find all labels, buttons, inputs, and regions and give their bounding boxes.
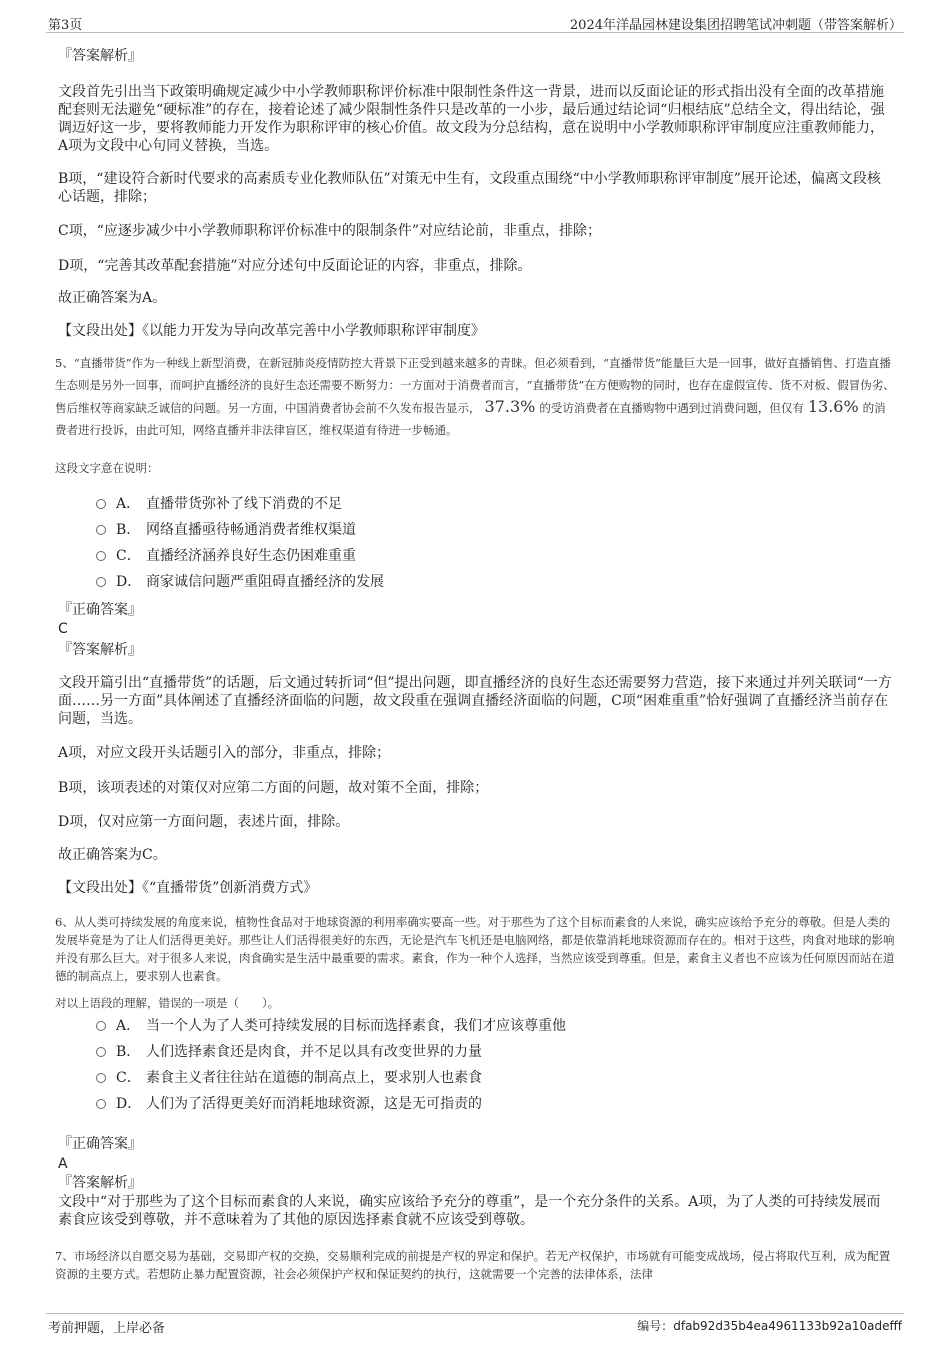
q5-option-d[interactable]: D． 商家诚信问题严重阻碍直播经济的发展 <box>96 573 384 591</box>
q6-option-c[interactable]: C． 素食主义者往往站在道德的制高点上，要求别人也素食 <box>96 1069 482 1087</box>
q4-conclusion: 故正确答案为A。 <box>58 290 167 306</box>
page-number: 第3页 <box>48 18 83 33</box>
q5-source: 【文段出处】《“直播带货”创新消费方式》 <box>58 880 318 896</box>
document-code: 编号：dfab92d35b4ea4961133b92a10adefff <box>637 1319 902 1333</box>
q5-option-a[interactable]: A． 直播带货弥补了线下消费的不足 <box>96 495 342 513</box>
q4-option-c-analysis: C项，“应逐步减少中小学教师职称评价标准中的限制条件”对应结论前，非重点，排除； <box>58 223 602 239</box>
radio-icon[interactable] <box>96 499 106 509</box>
q5-stem: 5、“直播带货”作为一种线上新型消费，在新冠肺炎疫情防控大背景下正受到越来越多的青睐。但必须看到，“直播带货”能量巨大是一回事，做好直播销售、打造直播生态则是另外一回事，而呵护直播经济的良好生态还需要不断努力：一方面对于消费者而言，“直播带货”在方便购物的同时，也存在虚假宣传、货不对板、假冒伪劣、售后维权等商家缺乏诚信的问题。另一方面，中国消费者协会前不久发布报告显示， 37.3% 的受访消费者在直播购物中遇到过消费问题，但仅有 13.6% 的消费者进行投诉，由此可知，网络直播并非法律盲区，维权渠道有待进一步畅通。 <box>55 356 895 437</box>
q5-option-b[interactable]: B． 网络直播亟待畅通消费者维权渠道 <box>96 521 356 539</box>
q5-option-b-analysis: B项，该项表述的对策仅对应第二方面的问题，故对策不全面，排除； <box>58 780 489 796</box>
q6-question: 对以上语段的理解，错误的一项是（ ）。 <box>55 996 280 1010</box>
radio-icon[interactable] <box>96 525 106 535</box>
q5-percent-2: 13.6% <box>807 397 859 416</box>
q6-option-d[interactable]: D． 人们为了活得更美好而消耗地球资源，这是无可指责的 <box>96 1095 482 1113</box>
document-title: 2024年洋晶园林建设集团招聘笔试冲刺题（带答案解析） <box>569 18 902 33</box>
q7-stem: 7、市场经济以自愿交易为基础，交易即产权的交换，交易顺利完成的前提是产权的界定和保护。若无产权保护，市场就有可能变成战场，侵占将取代互利，成为配置资源的主要方式。若想防止暴力配置资源，社会必须保护产权和保证契约的执行，这就需要一个完善的法律体系，法律 <box>55 1249 891 1281</box>
q4-analysis: 文段首先引出当下政策明确规定减少中小学教师职称评价标准中限制性条件这一背景，进而以反面论证的形式指出没有全面的改革措施配套则无法避免“硬标准”的存在，接着论述了减少限制性条件只是改革的一小步，最后通过结论词“归根结底”总结全文，得出结论，强调迈好这一步，要将教师能力开发作为职称评审的核心价值。故文段为分总结构，意在说明中小学教师职称评审制度应注重教师能力，A项为文段中心句同义替换，当选。 <box>58 84 885 154</box>
q5-answer: C <box>58 621 68 637</box>
radio-icon[interactable] <box>96 551 106 561</box>
q5-analysis-label: 『答案解析』 <box>58 642 142 658</box>
radio-icon[interactable] <box>96 1073 106 1083</box>
q5-option-d-analysis: D项，仅对应第一方面问题，表述片面，排除。 <box>58 814 350 830</box>
q6-analysis-label: 『答案解析』 <box>58 1175 142 1191</box>
q4-source: 【文段出处】《以能力开发为导向改革完善中小学教师职称评审制度》 <box>58 323 485 339</box>
q5-question: 这段文字意在说明： <box>55 461 159 475</box>
q5-option-c[interactable]: C． 直播经济涵养良好生态仍困难重重 <box>96 547 356 565</box>
q5-conclusion: 故正确答案为C。 <box>58 847 167 863</box>
radio-icon[interactable] <box>96 1099 106 1109</box>
q6-stem: 6、从人类可持续发展的角度来说，植物性食品对于地球资源的利用率确实要高一些。对于那些为了这个目标而素食的人来说，确实应该给予充分的尊敬。但是人类的发展毕竟是为了让人们活得更美好。那些让人们活得很美好的东西，无论是汽车飞机还是电脑网络，都是依靠消耗地球资源而存在的。相对于这些，肉食对地球的影响并没有那么巨大。对于很多人来说，肉食确实是生活中最重要的需求。素食，作为一种个人选择，当然应该受到尊重。但是，素食主义者也不应该为任何原因而站在道德的制高点上，要求别人也素食。 <box>55 915 895 983</box>
q4-option-b-analysis: B项，“建设符合新时代要求的高素质专业化教师队伍”对策无中生有，文段重点围绕“中小学教师职称评审制度”展开论述，偏离文段核心话题，排除； <box>58 171 881 205</box>
q6-option-a[interactable]: A． 当一个人为了人类可持续发展的目标而选择素食，我们才应该尊重他 <box>96 1017 566 1035</box>
q4-option-d-analysis: D项，“完善其改革配套措施”对应分述句中反面论证的内容，非重点，排除。 <box>58 258 532 274</box>
q5-answer-label: 『正确答案』 <box>58 602 142 618</box>
q6-answer: A <box>58 1156 68 1172</box>
radio-icon[interactable] <box>96 1047 106 1057</box>
q5-percent-1: 37.3% <box>484 397 536 416</box>
q6-analysis: 文段中“对于那些为了这个目标而素食的人来说，确实应该给予充分的尊重”，是一个充分条件的关系。A项，为了人类的可持续发展而素食应该受到尊敬，并不意味着为了其他的原因选择素食就不应该受到尊敬。 <box>58 1194 881 1228</box>
footer-slogan: 考前押题，上岸必备 <box>48 1321 166 1336</box>
page-header <box>46 12 904 33</box>
q5-analysis: 文段开篇引出“直播带货”的话题，后文通过转折词“但”提出问题，即直播经济的良好生态还需要努力营造，接下来通过并列关联词“一方面……另一方面”具体阐述了直播经济面临的问题，故文段重在强调直播经济面临的问题，C项“困难重重”恰好强调了直播经济当前存在问题，当选。 <box>58 675 892 727</box>
radio-icon[interactable] <box>96 1021 106 1031</box>
q6-option-b[interactable]: B． 人们选择素食还是肉食，并不足以具有改变世界的力量 <box>96 1043 482 1061</box>
q6-answer-label: 『正确答案』 <box>58 1136 142 1152</box>
q5-option-a-analysis: A项，对应文段开头话题引入的部分，非重点，排除； <box>58 745 391 761</box>
radio-icon[interactable] <box>96 577 106 587</box>
q4-analysis-label: 『答案解析』 <box>58 48 142 64</box>
page-footer <box>46 1313 904 1334</box>
